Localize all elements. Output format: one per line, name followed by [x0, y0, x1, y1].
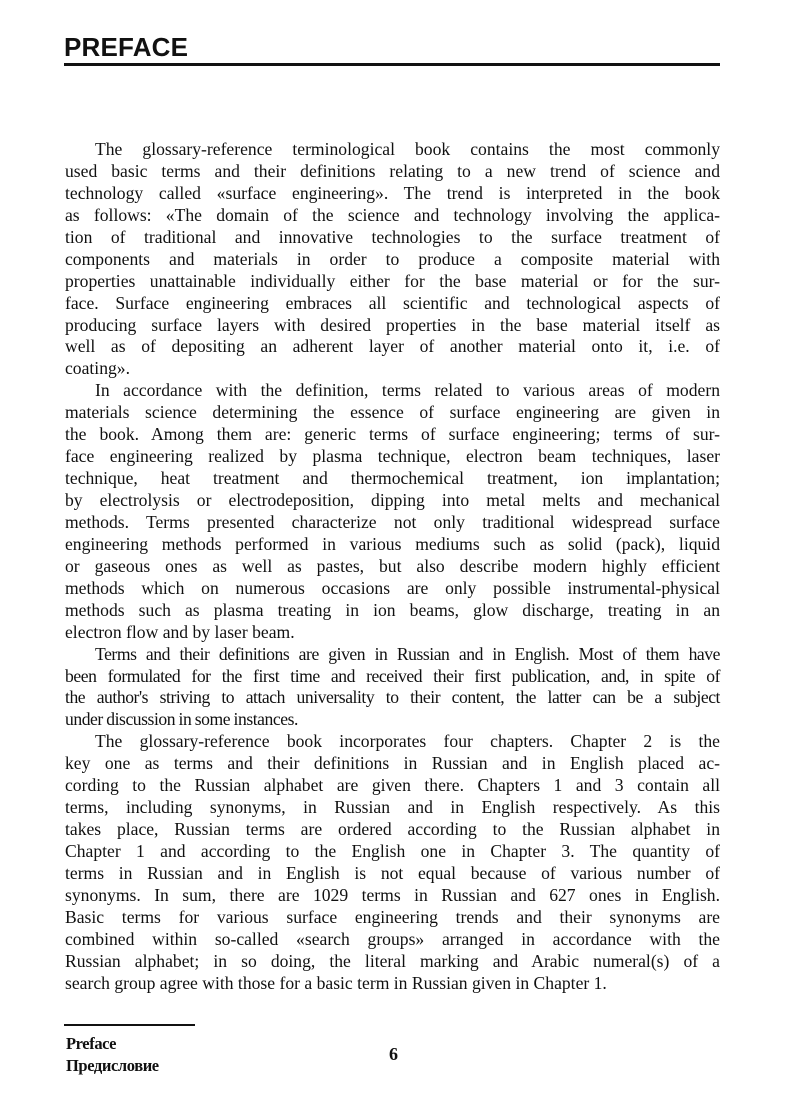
text-line: cording to the Russian alphabet are given there. Chapters 1 and 3 contain all: [65, 775, 720, 796]
text-line: well as of depositing an adherent layer of another material onto it, i.e. of: [65, 336, 720, 357]
text-line: takes place, Russian terms are ordered according to the Russian alphabet in: [65, 819, 720, 840]
text-line: terms, including synonyms, in Russian and in English respectively. As this: [65, 797, 720, 818]
title-underline: [64, 63, 720, 66]
text-line: technique, heat treatment and thermochemical treatment, ion implantation;: [65, 468, 720, 489]
text-line: the author's striving to attach universality to their content, the latter can be a subject: [65, 687, 720, 708]
text-line: been formulated for the first time and received their first publication, and, in spite of: [65, 665, 720, 686]
paragraph: [65, 644, 720, 732]
footer-section-russian: Предисловие: [66, 1056, 159, 1075]
text-line: electron flow and by laser beam.: [65, 621, 295, 642]
text-line: technology called «surface engineering». The trend is interpreted in the book: [65, 182, 720, 203]
paragraph: [65, 731, 720, 994]
text-line: engineering methods performed in various mediums such as solid (pack), liquid: [65, 533, 720, 554]
text-line: Chapter 1 and according to the English one in Chapter 3. The quantity of: [65, 841, 720, 861]
text-line: combined within so-called «search groups» arranged in accordance with the: [65, 928, 720, 949]
paragraph: [65, 139, 720, 380]
text-line: producing surface layers with desired properties in the base material itself as: [65, 314, 720, 335]
text-line: components and materials in order to produce a composite material with: [65, 248, 720, 269]
footer-section-english: Preface: [66, 1034, 117, 1053]
text-line: Russian alphabet; in so doing, the literal marking and Arabic numeral(s) of a: [65, 950, 720, 971]
body-text: [65, 139, 720, 995]
text-line: synonyms. In sum, there are 1029 terms in Russian and 627 ones in English.: [65, 884, 720, 905]
text-line: face engineering realized by plasma technique, electron beam techniques, laser: [65, 446, 720, 467]
text-line: methods which on numerous occasions are only possible instrumental-physical: [65, 577, 720, 598]
text-line: Basic terms for various surface engineering trends and their synonyms are: [65, 906, 720, 927]
text-line: the book. Among them are: generic terms of surface engineering; terms of sur-: [65, 424, 720, 445]
text-line: methods such as plasma treating in ion beams, glow discharge, treating in an: [65, 599, 720, 620]
text-line: as follows: «The domain of the science and technology involving the applica-: [65, 204, 720, 225]
text-line: The glossary-reference book incorporates four chapters. Chapter 2 is the: [95, 731, 720, 752]
text-line: terms in Russian and in English is not equal because of various number of: [65, 862, 720, 883]
text-line: properties unattainable individually either for the base material or for the sur-: [65, 270, 720, 291]
text-line: face. Surface engineering embraces all scientific and technological aspects of: [65, 292, 720, 313]
footer-rule: [64, 1024, 195, 1026]
text-line: coating».: [65, 358, 130, 379]
text-line: The glossary-reference terminological book contains the most commonly: [95, 139, 720, 159]
text-line: Terms and their definitions are given in Russian and in English. Most of them have: [95, 643, 720, 664]
text-line: search group agree with those for a basic term in Russian given in Chapter 1.: [65, 972, 607, 993]
text-line: under discussion in some instances.: [65, 709, 298, 730]
page-title: PREFACE: [64, 32, 189, 62]
page-number: 6: [389, 1044, 398, 1064]
paragraph: [65, 380, 720, 643]
text-line: by electrolysis or electrodeposition, dipping into metal melts and mechanical: [65, 490, 720, 510]
text-line: or gaseous ones as well as pastes, but also describe modern highly efficient: [65, 555, 720, 576]
text-line: In accordance with the definition, terms related to various areas of modern: [95, 380, 720, 401]
text-line: used basic terms and their definitions relating to a new trend of science and: [65, 160, 720, 181]
text-line: key one as terms and their definitions in Russian and in English placed ac-: [65, 753, 720, 774]
text-line: tion of traditional and innovative technologies to the surface treatment of: [65, 226, 720, 247]
text-line: methods. Terms presented characterize not only traditional widespread surface: [65, 511, 720, 532]
text-line: materials science determining the essence of surface engineering are given in: [65, 402, 720, 423]
